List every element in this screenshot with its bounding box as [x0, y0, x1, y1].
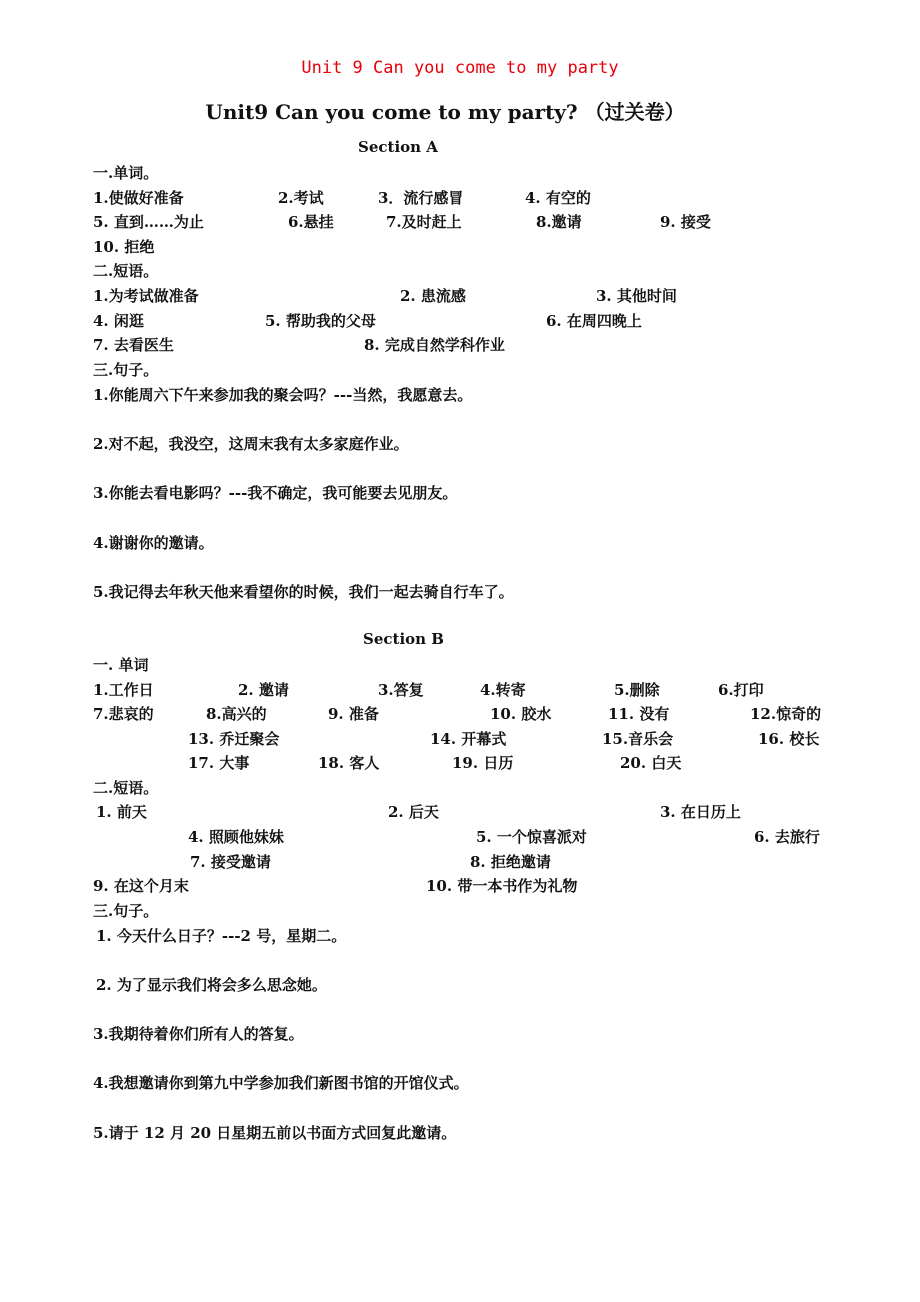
section-a-word: 5. 直到……为止 — [93, 213, 204, 231]
section-a-phrase: 6. 在周四晚上 — [546, 312, 642, 330]
section-b-word: 2. 邀请 — [238, 681, 289, 699]
section-a-word: 7.及时赶上 — [386, 213, 462, 231]
section-a-sentence: 3.你能去看电影吗？---我不确定，我可能要去见朋友。 — [93, 484, 458, 502]
section-b-word: 20. 白天 — [620, 754, 682, 772]
document-title: Unit9 Can you come to my party? （过关卷） — [205, 100, 685, 124]
section-b-word: 11. 没有 — [608, 705, 670, 723]
section-a-phrase: 8. 完成自然学科作业 — [364, 336, 505, 354]
section-b-word: 4.转寄 — [480, 681, 526, 699]
section-b-phrase: 10. 带一本书作为礼物 — [426, 877, 578, 895]
section-b-word: 17. 大事 — [188, 754, 250, 772]
section-b-sentence: 2. 为了显示我们将会多么思念她。 — [96, 976, 327, 994]
section-a-sentence: 4.谢谢你的邀请。 — [93, 534, 214, 552]
section-a-word: 4. 有空的 — [525, 189, 591, 207]
section-a-sentence: 1.你能周六下午来参加我的聚会吗？---当然，我愿意去。 — [93, 386, 473, 404]
section-b-word: 10. 胶水 — [490, 705, 552, 723]
section-b-word: 13. 乔迁聚会 — [188, 730, 280, 748]
section-a-phrase: 5. 帮助我的父母 — [265, 312, 376, 330]
section-b-word: 6.打印 — [718, 681, 764, 699]
section-b-word: 14. 开幕式 — [430, 730, 507, 748]
section-a-phrases-heading: 二.短语。 — [93, 262, 159, 280]
section-b-word: 12.惊奇的 — [750, 705, 822, 723]
section-a-words-heading: 一.单词。 — [93, 164, 159, 182]
section-b-word: 1.工作日 — [93, 681, 154, 699]
section-b-word: 18. 客人 — [318, 754, 380, 772]
section-b-word: 3.答复 — [378, 681, 424, 699]
section-b-word: 5.删除 — [614, 681, 660, 699]
section-b-word: 8.高兴的 — [206, 705, 267, 723]
section-b-sentence: 1. 今天什么日子？---2 号，星期二。 — [96, 927, 347, 945]
section-b-phrase: 7. 接受邀请 — [190, 853, 271, 871]
section-b-phrase: 5. 一个惊喜派对 — [476, 828, 587, 846]
section-b-phrases-heading: 二.短语。 — [93, 779, 159, 797]
section-b-phrase: 2. 后天 — [388, 803, 439, 821]
section-a-sentence: 5.我记得去年秋天他来看望你的时候，我们一起去骑自行车了。 — [93, 583, 514, 601]
section-b-phrase: 1. 前天 — [96, 803, 147, 821]
section-a-title: Section A — [358, 138, 438, 156]
section-a-sentences-heading: 三.句子。 — [93, 361, 159, 379]
document-red-title: Unit 9 Can you come to my party — [301, 58, 619, 78]
section-b-sentence: 4.我想邀请你到第九中学参加我们新图书馆的开馆仪式。 — [93, 1074, 469, 1092]
section-b-sentence: 5.请于 12 月 20 日星期五前以书面方式回复此邀请。 — [93, 1124, 457, 1142]
section-a-word: 6.悬挂 — [288, 213, 334, 231]
section-b-phrase: 4. 照顾他妹妹 — [188, 828, 284, 846]
section-b-word: 7.悲哀的 — [93, 705, 154, 723]
section-b-phrase: 3. 在日历上 — [660, 803, 741, 821]
section-a-word: 2.考试 — [278, 189, 324, 207]
section-a-sentence: 2.对不起，我没空，这周末我有太多家庭作业。 — [93, 435, 409, 453]
section-b-word: 16. 校长 — [758, 730, 820, 748]
section-b-words-heading: 一. 单词 — [93, 656, 149, 674]
section-b-title: Section B — [363, 630, 444, 648]
section-a-phrase: 7. 去看医生 — [93, 336, 174, 354]
section-b-word: 15.音乐会 — [602, 730, 674, 748]
section-a-phrase: 3. 其他时间 — [596, 287, 677, 305]
section-b-sentence: 3.我期待着你们所有人的答复。 — [93, 1025, 304, 1043]
section-b-phrase: 6. 去旅行 — [754, 828, 820, 846]
section-a-phrase: 2. 患流感 — [400, 287, 466, 305]
section-a-word: 9. 接受 — [660, 213, 711, 231]
section-a-phrase: 4. 闲逛 — [93, 312, 144, 330]
section-a-word: 3．流行感冒 — [378, 189, 464, 207]
section-b-sentences-heading: 三.句子。 — [93, 902, 159, 920]
section-a-word: 8.邀请 — [536, 213, 582, 231]
section-b-word: 9. 准备 — [328, 705, 379, 723]
section-a-word: 10. 拒绝 — [93, 238, 155, 256]
section-b-phrase: 9. 在这个月末 — [93, 877, 189, 895]
section-b-word: 19. 日历 — [452, 754, 514, 772]
section-a-word: 1.使做好准备 — [93, 189, 184, 207]
section-a-phrase: 1.为考试做准备 — [93, 287, 199, 305]
section-b-phrase: 8. 拒绝邀请 — [470, 853, 551, 871]
